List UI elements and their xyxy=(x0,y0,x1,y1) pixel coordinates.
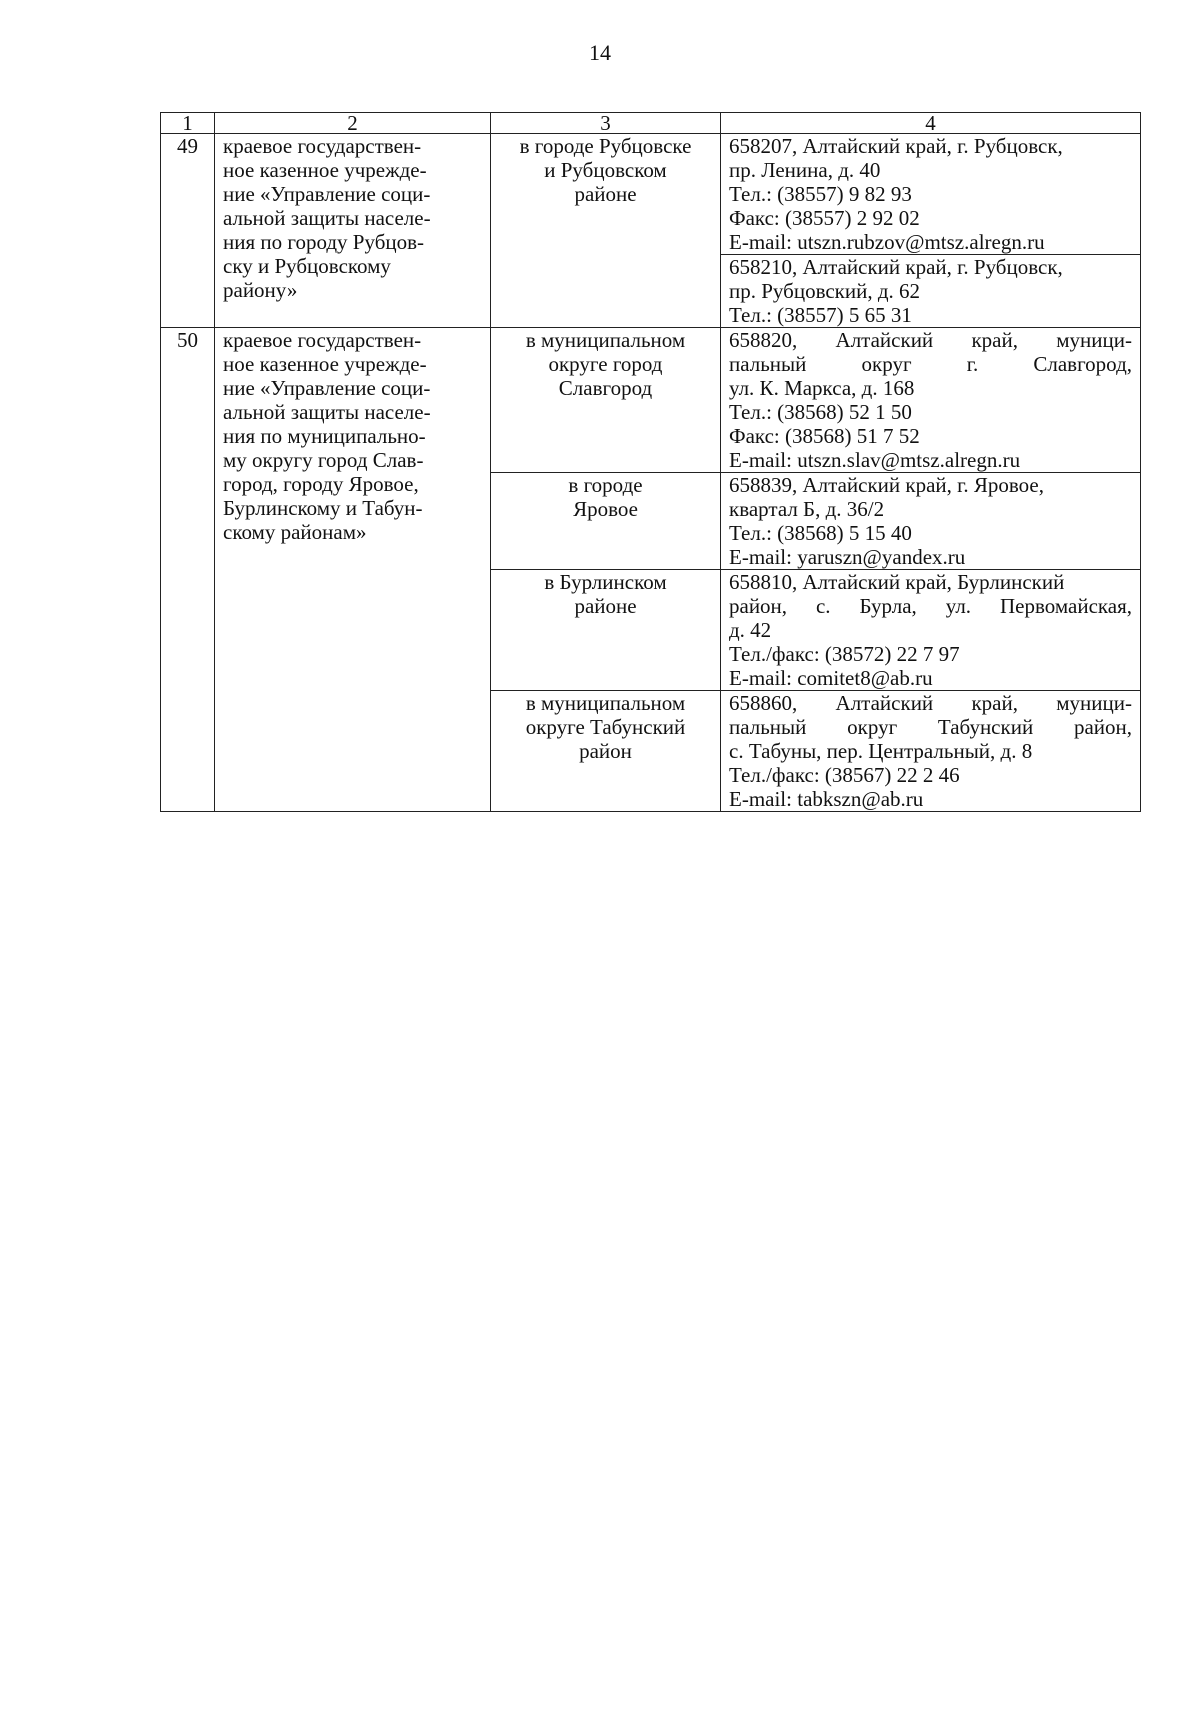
area-line: в муниципальном xyxy=(525,328,686,352)
table-row xyxy=(161,134,1141,255)
org-line: ние «Управление соци- xyxy=(223,182,431,206)
org-line: ное казенное учрежде- xyxy=(223,352,427,376)
area-line: Яровое xyxy=(573,497,638,521)
organization-name xyxy=(215,134,491,328)
column-header: 2 xyxy=(215,113,491,134)
row-number: 50 xyxy=(161,328,215,812)
row-number: 49 xyxy=(161,134,215,328)
address-cell xyxy=(721,328,1141,473)
address-cell xyxy=(721,691,1141,812)
address-line: пр. Ленина, д. 40 xyxy=(729,158,881,182)
address-line: д. 42 xyxy=(729,618,772,642)
address-line: 658820, Алтайский край, муници- xyxy=(729,328,1132,352)
org-line: город, городу Яровое, xyxy=(223,472,419,496)
address-cell xyxy=(721,134,1141,255)
area-line: в Бурлинском xyxy=(544,570,667,594)
area-line: в городе Рубцовске xyxy=(519,134,692,158)
address-line: 658860, Алтайский край, муници- xyxy=(729,691,1132,715)
org-line: скому районам» xyxy=(223,520,367,544)
address-line: район, с. Бурла, ул. Первомайская, xyxy=(729,594,1132,618)
org-line: альной защиты населе- xyxy=(223,400,431,424)
phone-line: Тел.: (38568) 52 1 50 xyxy=(729,400,912,424)
fax-line: Факс: (38568) 51 7 52 xyxy=(729,424,920,448)
address-cell xyxy=(721,473,1141,570)
address-line: пальный округ Табунский район, xyxy=(729,715,1132,739)
institutions-table xyxy=(160,112,1141,812)
org-line: ния по городу Рубцов- xyxy=(223,230,425,254)
org-line: краевое государствен- xyxy=(223,328,422,352)
fax-line: Факс: (38557) 2 92 02 xyxy=(729,206,920,230)
address-line: 658207, Алтайский край, г. Рубцовск, xyxy=(729,134,1063,158)
area-line: округе Табунский xyxy=(525,715,686,739)
column-header: 1 xyxy=(161,113,215,134)
area-line: округе город xyxy=(548,352,663,376)
email-line: E-mail: utszn.slav@mtsz.alregn.ru xyxy=(729,448,1021,472)
column-header: 3 xyxy=(491,113,721,134)
service-area xyxy=(491,328,721,473)
area-line: и Рубцовском xyxy=(544,158,667,182)
area-line: районе xyxy=(574,594,637,618)
org-line: ное казенное учрежде- xyxy=(223,158,427,182)
area-line: Славгород xyxy=(558,376,653,400)
address-line: 658210, Алтайский край, г. Рубцовск, xyxy=(729,255,1063,279)
address-cell xyxy=(721,255,1141,328)
email-line: E-mail: utszn.rubzov@mtsz.alregn.ru xyxy=(729,230,1045,254)
service-area xyxy=(491,570,721,691)
address-line: пр. Рубцовский, д. 62 xyxy=(729,279,921,303)
table-header-row xyxy=(161,113,1141,134)
email-line: E-mail: comitet8@ab.ru xyxy=(729,666,933,690)
org-line: альной защиты населе- xyxy=(223,206,431,230)
org-line: ния по муниципально- xyxy=(223,424,426,448)
address-line: с. Табуны, пер. Центральный, д. 8 xyxy=(729,739,1033,763)
area-line: в городе xyxy=(568,473,643,497)
phone-line: Тел.: (38557) 5 65 31 xyxy=(729,303,912,327)
area-line: в муниципальном xyxy=(525,691,686,715)
email-line: E-mail: yaruszn@yandex.ru xyxy=(729,545,966,569)
table-row xyxy=(161,328,1141,473)
organization-name xyxy=(215,328,491,812)
address-line: пальный округ г. Славгород, xyxy=(729,352,1132,376)
phone-line: Тел.: (38568) 5 15 40 xyxy=(729,521,912,545)
phone-line: Тел.: (38557) 9 82 93 xyxy=(729,182,912,206)
area-line: район xyxy=(579,739,632,763)
org-line: му округу город Слав- xyxy=(223,448,424,472)
service-area xyxy=(491,473,721,570)
phone-line: Тел./факс: (38567) 22 2 46 xyxy=(729,763,960,787)
column-header: 4 xyxy=(721,113,1141,134)
org-line: ние «Управление соци- xyxy=(223,376,431,400)
org-line: ску и Рубцовскому xyxy=(223,254,391,278)
address-cell xyxy=(721,570,1141,691)
page-number: 14 xyxy=(589,40,611,65)
org-line: Бурлинскому и Табун- xyxy=(223,496,423,520)
address-line: квартал Б, д. 36/2 xyxy=(729,497,885,521)
address-line: ул. К. Маркса, д. 168 xyxy=(729,376,915,400)
org-line: району» xyxy=(223,278,298,302)
address-line: 658810, Алтайский край, Бурлинский xyxy=(729,570,1065,594)
email-line: E-mail: tabkszn@ab.ru xyxy=(729,787,924,811)
phone-line: Тел./факс: (38572) 22 7 97 xyxy=(729,642,960,666)
service-area xyxy=(491,691,721,812)
org-line: краевое государствен- xyxy=(223,134,422,158)
service-area xyxy=(491,134,721,328)
address-line: 658839, Алтайский край, г. Яровое, xyxy=(729,473,1044,497)
area-line: районе xyxy=(574,182,637,206)
